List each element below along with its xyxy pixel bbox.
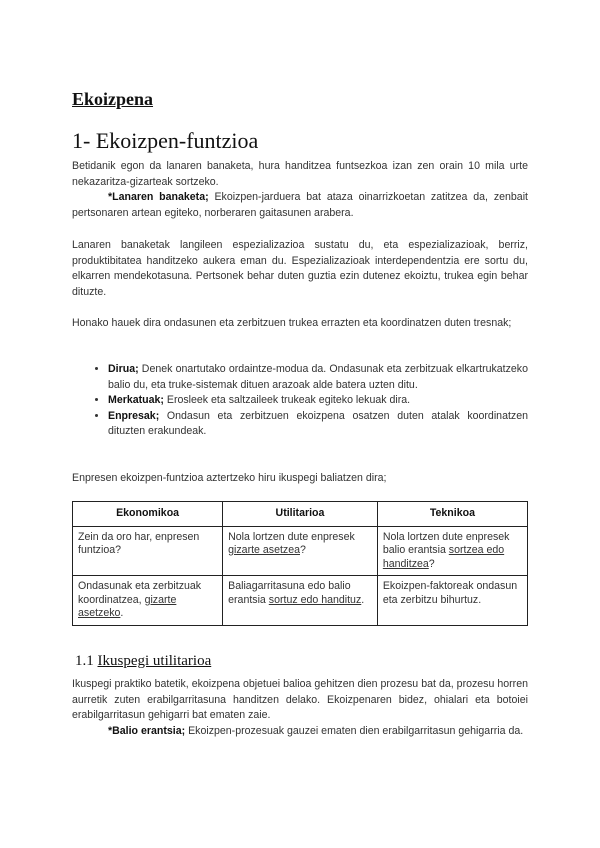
table-cell xyxy=(223,576,378,626)
table-cell xyxy=(377,576,527,626)
cell-text: ? xyxy=(428,557,435,570)
paragraph xyxy=(72,159,528,221)
table-row xyxy=(73,526,528,576)
cell-underlined: sortzea edo handitzea xyxy=(382,544,505,570)
item-text: Denek onartutako ordaintze-modua da. Ondasunak eta zerbitzuak elkartrukatzeko balio du, eta truke-sistemak dituen arazoak alde batera uzten ditu. xyxy=(108,363,528,391)
paragraph-text: Ikuspegi praktiko batetik, ekoizpena objetuei balioa gehitzen dien prozesu bat da, prozesu horren aurretik zuten erabilgarritasuna handitzen delako. Ekoizpenaren bidez, ohialari eta botoiei erabilgarritasun gehigarri bat ematen zaie. xyxy=(72,678,528,722)
list-item xyxy=(108,409,528,440)
table-cell xyxy=(223,526,378,576)
cell-text: Zein da oro har, enpresen funtzioa? xyxy=(78,530,200,556)
list-item xyxy=(108,393,528,409)
item-term: Merkatuak; xyxy=(108,394,164,407)
cell-text: . xyxy=(361,593,365,606)
perspectives-table xyxy=(72,501,528,626)
cell-text: Ondasunak eta zerbitzuak koordinatzea, xyxy=(78,580,202,606)
table-cell xyxy=(73,576,223,626)
bullet-list xyxy=(72,362,528,440)
item-text: Ondasun eta zerbitzuen ekoizpena osatzen duten atalak koordinatzen dituzten erakundeak. xyxy=(108,409,528,438)
cell-text: Baliagarritasuna edo balio erantsia xyxy=(228,580,351,606)
section-heading: 1- Ekoizpen-funtzioa xyxy=(72,128,259,153)
cell-text: . xyxy=(120,607,124,619)
item-term: Dirua; xyxy=(108,363,139,375)
item-term: Enpresak; xyxy=(108,409,160,422)
cell-text: Nola lortzen dute enpresek balio erantsia xyxy=(382,530,510,556)
subsection-heading xyxy=(75,653,211,670)
cell-text: ? xyxy=(300,544,306,556)
definition xyxy=(72,724,528,740)
definition xyxy=(72,190,528,221)
table-cell xyxy=(377,526,527,576)
document-title: Ekoizpena xyxy=(72,89,154,109)
definition-term: *Balio erantsia; xyxy=(108,724,186,737)
definition-text: Ekoizpen-jarduera bat ataza oinarrizkoetan zatitzea da, zenbait pertsonaren artean egiteko, norberaren gaitasunen arabera. xyxy=(72,191,528,219)
item-text: Erosleek eta saltzaileek trukeak egiteko lekuak dira. xyxy=(163,394,411,407)
column-header: Utilitarioa xyxy=(223,502,378,527)
column-header: Teknikoa xyxy=(377,502,527,527)
definition-term: *Lanaren banaketa; xyxy=(108,191,209,204)
table-row xyxy=(73,576,528,626)
intro-text: Betidanik egon da lanaren banaketa, hura handitzea funtsezkoa izan zen orain 10 mila urte nekazaritza-gizarteak sortzeko. xyxy=(72,160,528,188)
paragraph: Lanaren banaketak langileen espezializazioa sustatu du, eta espezializazioak, berriz, produktibitatea handitzeko aukera eman du. Espezializazioak interdependentzia ere sortu du, elkarren mendekotasuna. Pertsonek behar duten guztia ezin dutenez ekoiztu, trukea egin behar dituzte. xyxy=(72,239,528,298)
cell-underlined: gizarte asetzeko xyxy=(78,593,177,619)
cell-text: Ekoizpen-faktoreak ondasun eta zerbitzu bihurtuz. xyxy=(382,580,518,606)
subsection-title: Ikuspegi utilitarioa xyxy=(97,653,212,669)
paragraph: Enpresen ekoizpen-funtzioa aztertzeko hiru ikuspegi baliatzen dira; xyxy=(72,472,387,484)
table-header-row xyxy=(73,502,528,527)
cell-underlined: sortuz edo handituz xyxy=(268,593,362,606)
cell-underlined: gizarte asetzea xyxy=(228,544,300,556)
subsection-number: 1.1 xyxy=(75,653,98,669)
paragraph xyxy=(72,677,528,739)
column-header: Ekonomikoa xyxy=(73,502,223,527)
definition-text: Ekoizpen-prozesuak gauzei ematen dien erabilgarritasun gehigarria da. xyxy=(185,724,524,737)
paragraph: Honako hauek dira ondasunen eta zerbitzuen trukea errazten eta koordinatzen duten tresnak; xyxy=(72,317,512,329)
table-cell xyxy=(73,526,223,576)
cell-text: Nola lortzen dute enpresek xyxy=(228,530,355,543)
list-item xyxy=(108,362,528,393)
